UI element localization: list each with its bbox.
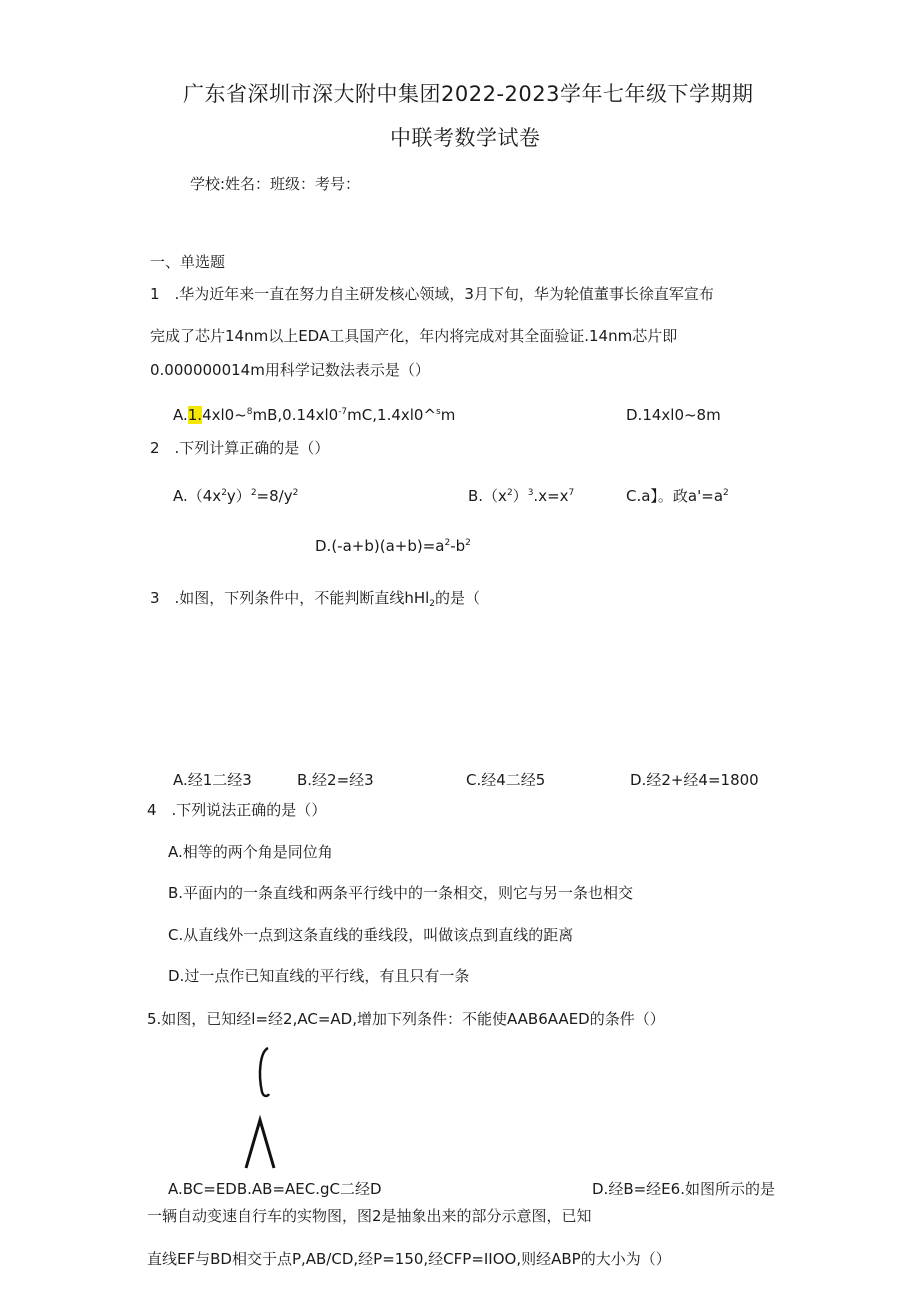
- exam-title-line1: 广东省深圳市深大附中集团2022-2023学年七年级下学期期: [183, 82, 754, 106]
- q4-stem: 4 .下列说法正确的是（）: [147, 801, 327, 819]
- q1-options-abc: $A.1.4xl0\sim^8mB,0.14xl0^{-7}mC,1.4xl0\^{}^sm$: [173, 406, 456, 424]
- q3-option-d: D.经2+经4=1800: [630, 771, 759, 789]
- q4-option-c: C.从直线外一点到这条直线的垂线段，叫做该点到直线的距离: [168, 926, 574, 944]
- q1-option-d: D.14xl0~8m: [626, 406, 721, 424]
- q1-stem-line3: 0.000000014m用科学记数法表示是（）: [150, 361, 430, 379]
- q1-stem-line2: 完成了芯片14nm以上EDA工具国产化，年内将完成对其全面验证.14nm芯片即: [150, 327, 678, 345]
- q6-stem-line2: 一辆自动变速自行车的实物图，图2是抽象出来的部分示意图，已知: [147, 1207, 592, 1225]
- q2-option-d: $D.(-a+b)(a+b)=a^2-b^2$: [315, 537, 471, 555]
- q2-option-b: $B.(x^2)^3.x=x^7$: [468, 487, 575, 505]
- q5-options-abc: A.BC=EDB.AB=AEC.gC二经D: [168, 1180, 382, 1198]
- q3-option-c: C.经4二经5: [466, 771, 546, 789]
- q3-option-a: A.经1二经3: [173, 771, 252, 789]
- q2-option-a: $A.(4x^2y)^2=8∕y^2$: [173, 487, 299, 505]
- q5-option-d-q6-stem: D.经B=经E6.如图所示的是: [592, 1180, 775, 1198]
- q2-stem: 2 .下列计算正确的是（）: [150, 439, 330, 457]
- q4-option-d: D.过一点作已知直线的平行线，有且只有一条: [168, 967, 470, 985]
- q3-option-b: B.经2=经3: [297, 771, 374, 789]
- q2-option-c: C.a】。政$a'=a^2$: [626, 487, 729, 505]
- q4-option-a: A.相等的两个角是同位角: [168, 843, 333, 861]
- q5-partial-figure: [238, 1044, 288, 1174]
- student-info-line: 学校:姓名：班级：考号：: [190, 175, 361, 193]
- q3-stem: 3 .如图，下列条件中，不能判断直线hHl$_2$的是（: [150, 589, 481, 609]
- exam-title-line2: 中联考数学试卷: [390, 126, 541, 150]
- q4-option-b: B.平面内的一条直线和两条平行线中的一条相交，则它与另一条也相交: [168, 884, 634, 902]
- q6-stem-line3: 直线EF与BD相交于点P,AB/CD,经P=150,经CFP=IIOO,则经ABP的大小为（）: [147, 1250, 671, 1268]
- section-heading-single-choice: 一、单选题: [150, 253, 226, 271]
- highlight-mark: 1.: [187, 406, 203, 424]
- q1-stem-line1: 1 .华为近年来一直在努力自主研发核心领域，3月下旬，华为轮值董事长徐直军宣布: [150, 285, 714, 303]
- q5-stem: 5.如图，已知经l=经2,AC=AD,增加下列条件：不能使AAB6AAED的条件（）: [147, 1010, 665, 1028]
- figure-angle-stroke: [246, 1120, 274, 1168]
- figure-curve-stroke: [260, 1048, 269, 1096]
